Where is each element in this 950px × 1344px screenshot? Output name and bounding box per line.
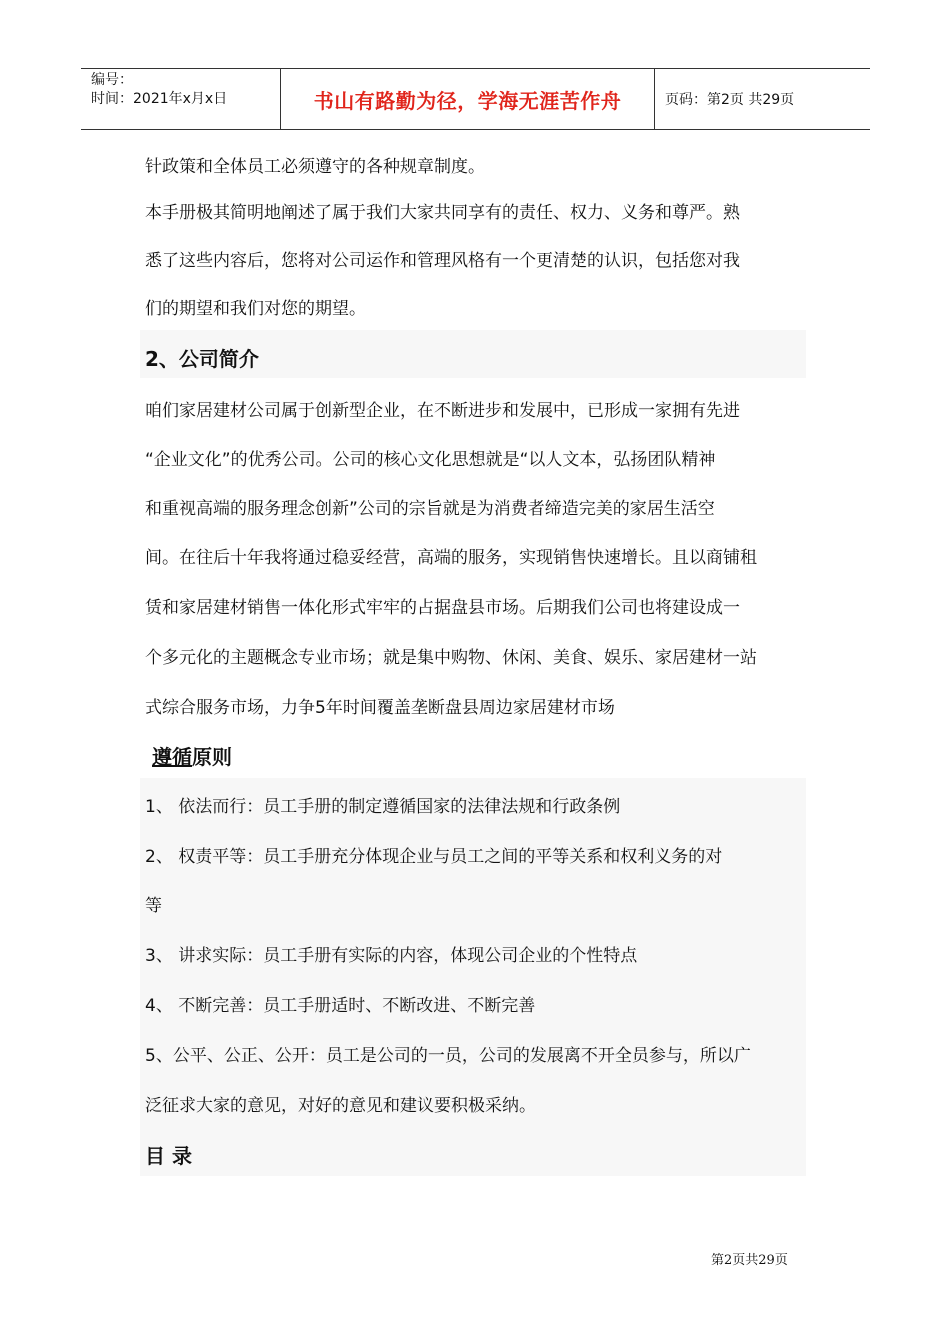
principle-item: 泛征求大家的意见，对好的意见和建议要积极采纳。 — [145, 1096, 536, 1116]
paragraph-line: 和重视高端的服务理念创新”公司的宗旨就是为消费者缔造完美的家居生活空 — [145, 499, 715, 519]
principle-item: 3、 讲求实际：员工手册有实际的内容，体现公司企业的个性特点 — [145, 946, 638, 966]
paragraph-line: 个多元化的主题概念专业市场；就是集中购物、休闲、美食、娱乐、家居建材一站 — [145, 648, 757, 668]
toc-heading: 目 录 — [145, 1144, 192, 1168]
header-motto-cell — [281, 69, 655, 129]
principle-item: 1、 依法而行：员工手册的制定遵循国家的法律法规和行政条例 — [145, 797, 621, 817]
toc-shade — [140, 1128, 806, 1176]
motto: 书山有路勤为径，学海无涯苦作舟 — [313, 88, 622, 113]
section-heading-principles — [152, 741, 232, 770]
section-heading-company-intro: 2、公司简介 — [145, 347, 259, 371]
heading-rest-part: 原则 — [192, 745, 232, 769]
principle-item: 5、公平、公正、公开：员工是公司的一员，公司的发展离不开全员参与，所以广 — [145, 1046, 751, 1066]
principle-item: 2、 权责平等：员工手册充分体现企业与员工之间的平等关系和权利义务的对 — [145, 847, 723, 867]
date-label: 时间：2021年x月x日 — [91, 91, 228, 107]
heading-underlined-part: 遵循 — [152, 745, 192, 769]
intro-line: 们的期望和我们对您的期望。 — [145, 299, 366, 319]
serial-label: 编号： — [91, 72, 133, 88]
paragraph-line: 赁和家居建材销售一体化形式牢牢的占据盘县市场。后期我们公司也将建设成一 — [145, 598, 740, 618]
intro-line: 本手册极其简明地阐述了属于我们大家共同享有的责任、权力、义务和尊严。熟 — [145, 203, 740, 223]
principle-item: 4、 不断完善：员工手册适时、不断改进、不断完善 — [145, 996, 536, 1016]
paragraph-line: 式综合服务市场，力争5年时间覆盖垄断盘县周边家居建材市场 — [145, 698, 615, 718]
intro-line: 悉了这些内容后，您将对公司运作和管理风格有一个更清楚的认识，包括您对我 — [145, 251, 740, 271]
paragraph-line: “企业文化”的优秀公司。公司的核心文化思想就是“以人文本，弘扬团队精神 — [145, 450, 716, 470]
page-footer: 第2页共29页 — [711, 1253, 788, 1268]
paragraph-line: 间。在往后十年我将通过稳妥经营，高端的服务，实现销售快速增长。且以商铺租 — [145, 548, 757, 568]
page-info: 页码：第2页 共29页 — [665, 92, 795, 108]
page-header — [81, 68, 870, 130]
paragraph-line: 咱们家居建材公司属于创新型企业，在不断进步和发展中，已形成一家拥有先进 — [145, 401, 740, 421]
principle-item: 等 — [145, 896, 162, 916]
header-meta — [81, 69, 281, 129]
intro-line: 针政策和全体员工必须遵守的各种规章制度。 — [145, 157, 485, 177]
